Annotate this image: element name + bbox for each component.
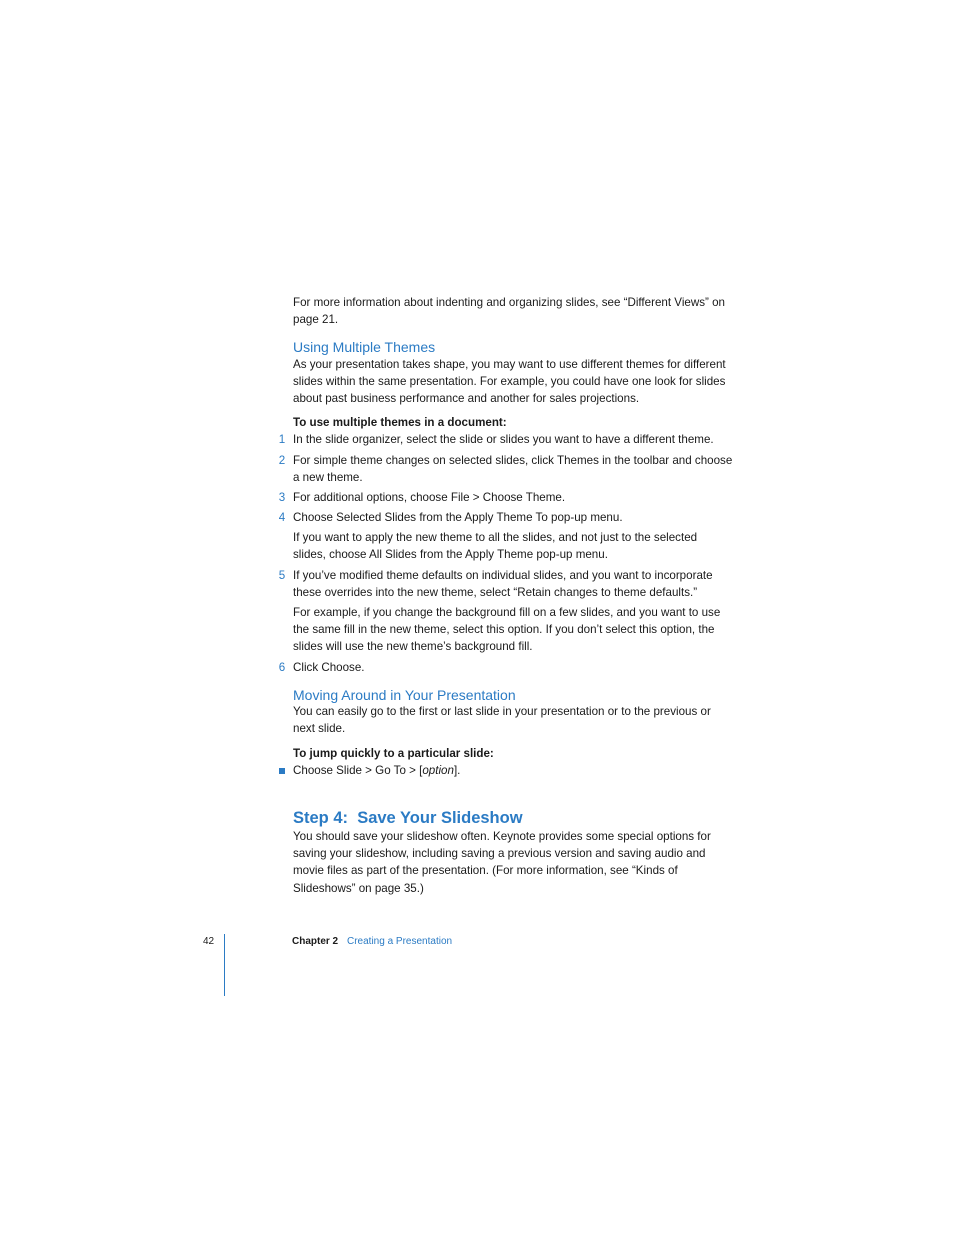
- step-note: For example, if you change the background fill on a few slides, and you want to use the same fill in the new theme, select this option. If you don’t select this option, the slides will use the new theme’s background fill.: [293, 606, 721, 654]
- step-number: 3: [278, 491, 286, 504]
- footer-divider: [224, 934, 225, 996]
- task-heading-jump: To jump quickly to a particular slide:: [293, 747, 494, 760]
- section-body-multiple-themes: As your presentation takes shape, you may want to use different themes for different slides within the same presentation. For example, you could have one look for slides about past business performance and another for sales projections.: [293, 358, 726, 406]
- page-number: 42: [203, 936, 215, 947]
- bullet-text-suffix: ].: [453, 764, 461, 777]
- intro-paragraph: For more information about indenting and organizing slides, see “Different Views” on page 21.: [293, 296, 725, 327]
- step-note: If you want to apply the new theme to all the slides, and not just to the selected slides, choose All Slides from the Apply Theme pop-up menu.: [293, 531, 698, 562]
- section-heading-multiple-themes: Using Multiple Themes: [293, 339, 436, 355]
- step-number: 2: [278, 454, 286, 467]
- section-body-moving-around: You can easily go to the first or last slide in your presentation or to the previous or next slide.: [293, 705, 711, 736]
- step-text: For additional options, choose File > Choose Theme.: [293, 491, 566, 504]
- step-text: If you’ve modified theme defaults on individual slides, and you want to incorporate these overrides into the new theme, select “Retain changes to theme defaults.”: [293, 569, 713, 600]
- footer-chapter-title: Creating a Presentation: [347, 936, 453, 947]
- step4-body: You should save your slideshow often. Keynote provides some special options for saving your slideshow, including saving a previous version and saving audio and movie files as part of the presentation. (For more information, see “Kinds of Slideshows” on page 35.): [293, 830, 711, 895]
- step-text: In the slide organizer, select the slide or slides you want to have a different theme.: [293, 433, 714, 446]
- bullet-item: [293, 762, 733, 779]
- step-text: For simple theme changes on selected slides, click Themes in the toolbar and choose a new theme.: [293, 454, 733, 485]
- bullet-text-option: option: [422, 764, 454, 777]
- bullet-text-prefix: Choose Slide > Go To > [: [293, 764, 423, 777]
- step-text: Click Choose.: [293, 661, 365, 674]
- step-text: Choose Selected Slides from the Apply Theme To pop-up menu.: [293, 511, 623, 524]
- bullet-square-icon: [279, 768, 285, 774]
- footer-chapter: Chapter 2: [292, 936, 339, 947]
- step-number: 6: [278, 661, 286, 674]
- step4-title: Save Your Slideshow: [357, 809, 523, 827]
- section-heading-moving-around: Moving Around in Your Presentation: [293, 687, 516, 703]
- task-heading-multiple-themes: To use multiple themes in a document:: [293, 416, 507, 429]
- step4-heading: [293, 808, 523, 828]
- step-number: 1: [278, 433, 286, 446]
- step-number: 4: [278, 511, 286, 524]
- step-number: 5: [278, 569, 286, 582]
- step4-label: Step 4:: [293, 809, 349, 827]
